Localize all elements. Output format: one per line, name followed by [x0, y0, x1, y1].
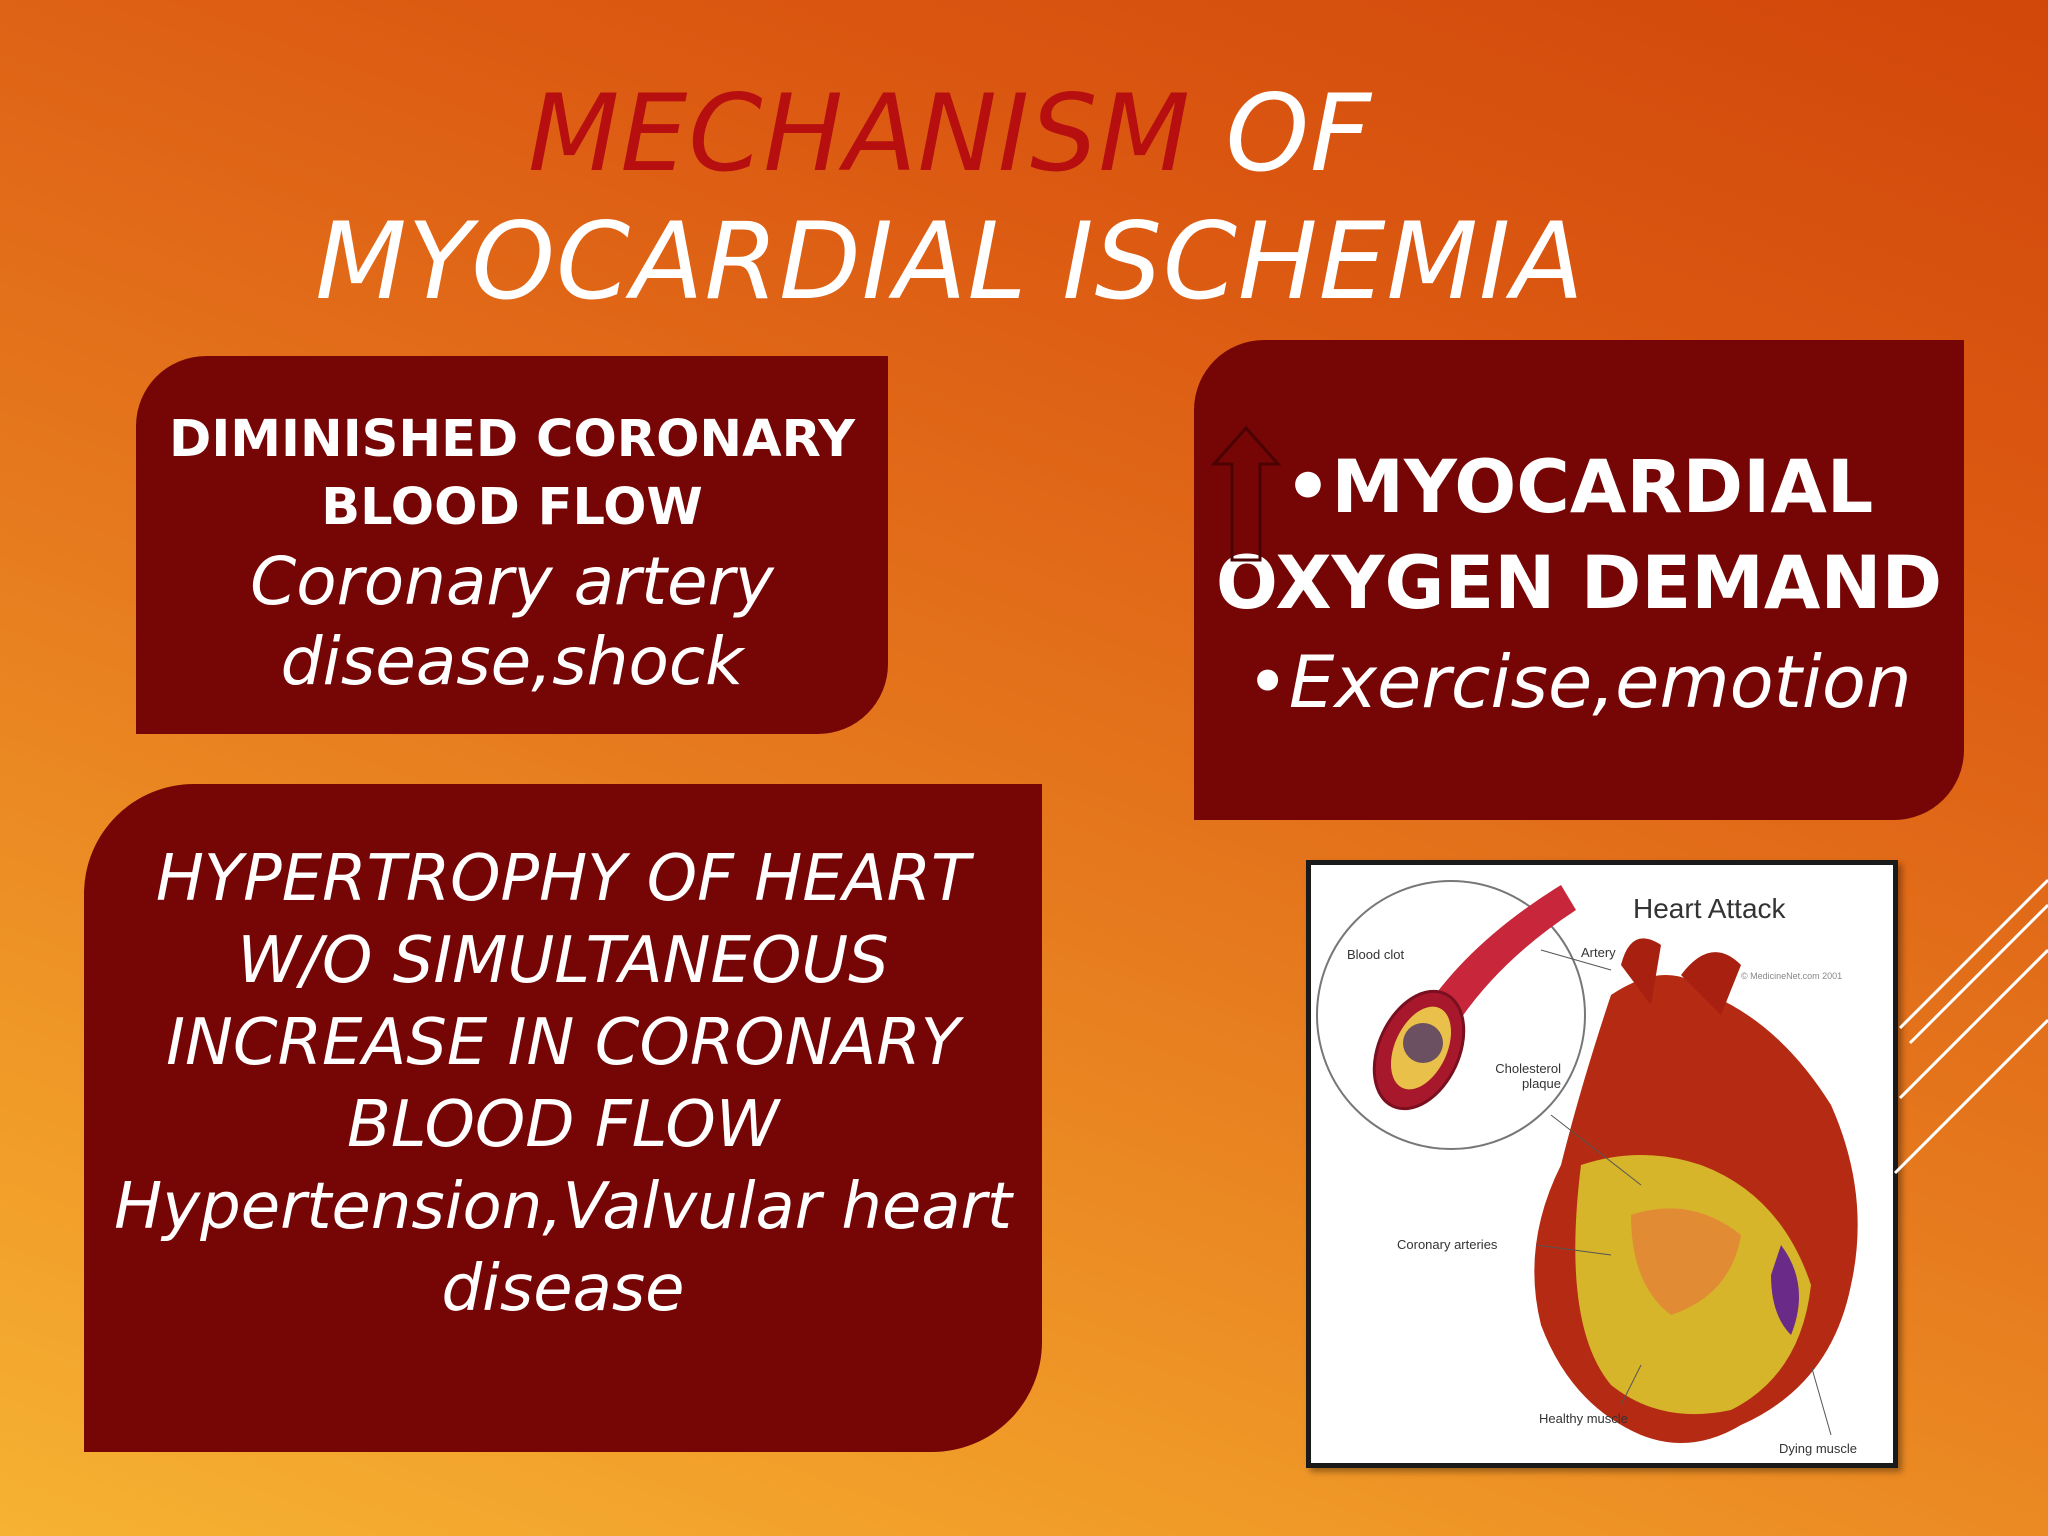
decorative-lines	[1880, 860, 2048, 1180]
label-blood-clot: Blood clot	[1347, 947, 1405, 962]
title-accent-word: MECHANISM	[527, 72, 1191, 195]
hypertrophy-line-2: W/O SIMULTANEOUS	[237, 924, 889, 998]
heart-attack-illustration	[1306, 860, 1898, 1468]
hypertrophy-line-3: INCREASE IN CORONARY	[166, 1006, 960, 1080]
slide-title	[0, 70, 1900, 326]
flow-heading-line-1: DIMINISHED CORONARY	[168, 410, 855, 469]
label-dying-muscle: Dying muscle	[1779, 1441, 1858, 1456]
label-plaque: Cholesterol plaque	[1495, 1061, 1561, 1091]
hypertrophy-line-5: Hypertension,Valvular heart	[114, 1170, 1012, 1244]
flow-examples-line-1: Coronary artery	[250, 543, 774, 620]
oxygen-demand-box	[1194, 340, 1964, 820]
hypertrophy-line-1: HYPERTROPHY OF HEART	[155, 842, 971, 916]
demand-heading-line-2: OXYGEN DEMAND	[1215, 541, 1943, 626]
title-line-1	[0, 70, 1900, 198]
label-healthy-muscle: Healthy muscle	[1539, 1411, 1628, 1426]
up-arrow-icon	[1210, 424, 1282, 564]
illustration-title: Heart Attack	[1633, 893, 1786, 924]
title-of-word: OF	[1190, 72, 1373, 195]
hypertrophy-box	[84, 784, 1042, 1452]
label-coronary-arteries: Coronary arteries	[1397, 1237, 1498, 1252]
demand-heading-line-1: •MYOCARDIAL	[1284, 445, 1874, 530]
flow-examples-line-2: disease,shock	[280, 623, 744, 700]
demand-examples: •Exercise,emotion	[1246, 640, 1912, 724]
label-credit: © MedicineNet.com 2001	[1741, 971, 1843, 981]
hypertrophy-line-6: disease	[441, 1252, 685, 1326]
flow-heading-line-2: BLOOD FLOW	[321, 478, 703, 537]
hypertrophy-line-4: BLOOD FLOW	[346, 1088, 780, 1162]
title-line-2: MYOCARDIAL ISCHEMIA	[315, 200, 1585, 323]
label-artery: Artery	[1581, 945, 1616, 960]
diminished-flow-box	[136, 356, 888, 734]
